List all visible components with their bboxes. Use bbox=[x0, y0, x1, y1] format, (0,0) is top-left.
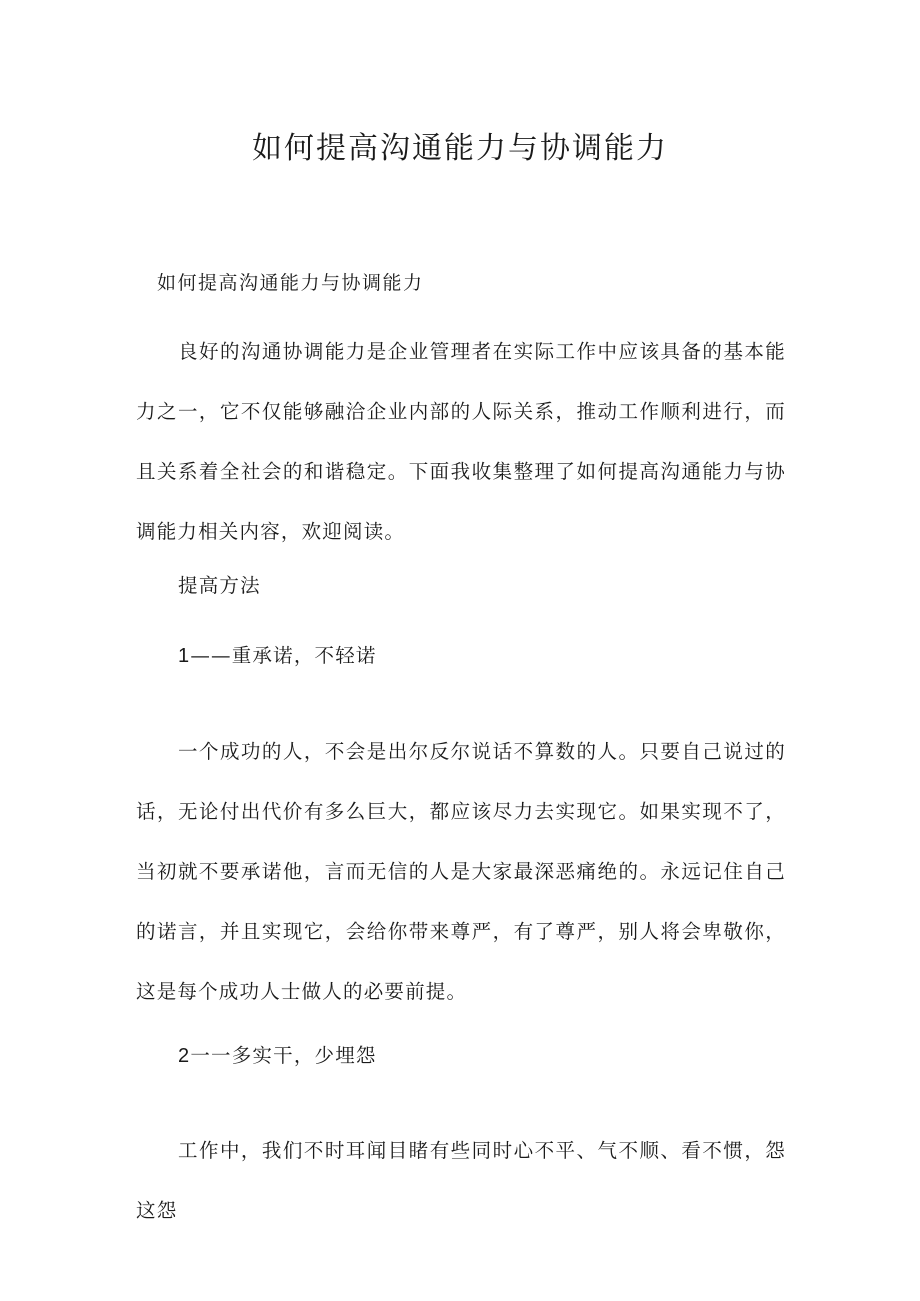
item-heading-2 bbox=[178, 1040, 377, 1068]
item-number-2: 2 bbox=[178, 1045, 191, 1067]
item-body-2: 工作中，我们不时耳闻目睹有些同时心不平、气不顺、看不惯，怨这怨 bbox=[136, 1139, 786, 1222]
item-heading-text-2: 多实干，少埋怨 bbox=[231, 1044, 377, 1067]
item-heading-text-1: 重承诺，不轻诺 bbox=[231, 644, 377, 667]
item-separator-2: 一一 bbox=[190, 1044, 232, 1067]
item-heading-1 bbox=[178, 640, 377, 668]
document-title: 如何提高沟通能力与协调能力 bbox=[252, 131, 668, 166]
item-number-1: 1 bbox=[178, 645, 191, 667]
section-heading: 提高方法 bbox=[178, 574, 261, 597]
intro-paragraph: 良好的沟通协调能力是企业管理者在实际工作中应该具备的基本能力之一，它不仅能够融洽企业内部的人际关系，推动工作顺利进行，而且关系着全社会的和谐稳定。下面我收集整理了如何提高沟通能力与协调能力相关内容，欢迎阅读。 bbox=[136, 340, 786, 543]
document-subtitle: 如何提高沟通能力与协调能力 bbox=[157, 272, 424, 294]
item-body-1: 一个成功的人，不会是出尔反尔说话不算数的人。只要自己说过的话，无论付出代价有多么巨大，都应该尽力去实现它。如果实现不了，当初就不要承诺他，言而无信的人是大家最深恶痛绝的。永远记住自己的诺言，并且实现它，会给你带来尊严，有了尊严，别人将会卑敬你，这是每个成功人士做人的必要前提。 bbox=[136, 740, 786, 1003]
item-separator-1: —— bbox=[190, 644, 232, 667]
